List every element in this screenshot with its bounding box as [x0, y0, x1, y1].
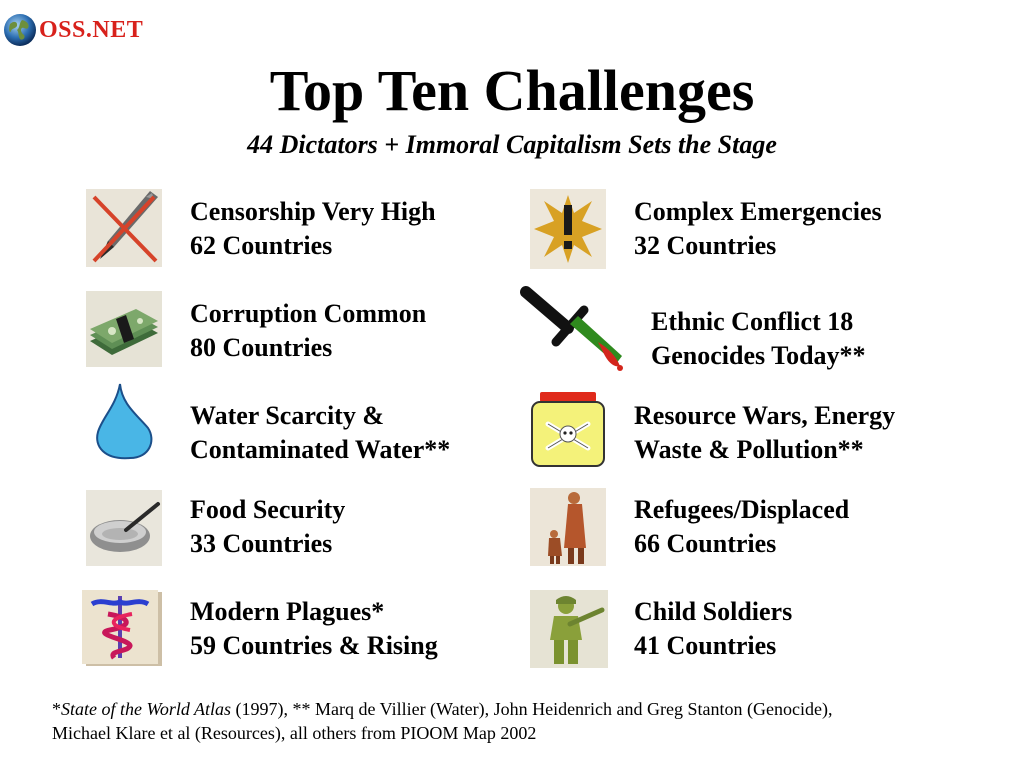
challenge-corruption	[190, 297, 426, 365]
challenge-detail: 32 Countries	[634, 231, 777, 260]
challenge-detail: 41 Countries	[634, 631, 777, 660]
challenge-detail: 62 Countries	[190, 231, 333, 260]
challenge-food-security	[190, 493, 345, 561]
footnote-source-title: State of the World Atlas	[61, 699, 232, 719]
challenge-detail: 33 Countries	[190, 529, 333, 558]
challenge-detail: Genocides Today**	[651, 341, 866, 370]
challenge-censorship	[190, 195, 436, 263]
money-stack-icon	[86, 291, 162, 367]
challenge-modern-plagues	[190, 595, 438, 663]
child-soldier-icon	[530, 590, 608, 668]
challenge-title: Child Soldiers	[634, 597, 793, 626]
poison-jar-icon	[528, 390, 608, 470]
challenge-title: Resource Wars, Energy	[634, 401, 896, 430]
bloody-knife-icon	[518, 284, 630, 374]
water-drop-icon	[92, 382, 156, 462]
footnote	[52, 697, 1002, 745]
challenge-detail: 59 Countries & Rising	[190, 631, 438, 660]
challenge-refugees	[634, 493, 849, 561]
challenge-title: Complex Emergencies	[634, 197, 882, 226]
challenge-title: Corruption Common	[190, 299, 427, 328]
challenge-title: Refugees/Displaced	[634, 495, 850, 524]
challenge-title: Food Security	[190, 495, 346, 524]
challenge-detail: Waste & Pollution**	[634, 435, 864, 464]
logo-text: OSS.NET	[39, 16, 144, 43]
footnote-text-line1: (1997), ** Marq de Villier (Water), John Heidenrich and Greg Stanton (Genocide),	[231, 699, 833, 719]
exclamation-burst-icon	[530, 189, 606, 269]
challenge-water	[190, 399, 450, 467]
footnote-star: *	[52, 699, 61, 719]
challenge-complex-emergencies	[634, 195, 882, 263]
challenge-ethnic-conflict	[651, 305, 866, 373]
page-subtitle: 44 Dictators + Immoral Capitalism Sets the Stage	[247, 130, 777, 159]
challenge-detail: 66 Countries	[634, 529, 777, 558]
challenge-detail: 80 Countries	[190, 333, 333, 362]
challenge-child-soldiers	[634, 595, 792, 663]
page-title: Top Ten Challenges	[269, 58, 755, 123]
globe-icon	[2, 12, 38, 48]
challenge-resource-wars	[634, 399, 895, 467]
empty-bowl-icon	[86, 490, 162, 566]
refugees-icon	[530, 488, 606, 566]
footnote-text-line2: Michael Klare et al (Resources), all others from PIOOM Map 2002	[52, 723, 537, 743]
challenge-title: Ethnic Conflict 18	[651, 307, 854, 336]
challenge-title: Censorship Very High	[190, 197, 436, 226]
challenge-detail: Contaminated Water**	[190, 435, 451, 464]
caduceus-icon	[78, 588, 164, 668]
crossed-pen-icon	[86, 189, 162, 267]
challenge-title: Water Scarcity &	[190, 401, 384, 430]
oss-net-logo	[2, 12, 143, 48]
challenge-title: Modern Plagues*	[190, 597, 385, 626]
